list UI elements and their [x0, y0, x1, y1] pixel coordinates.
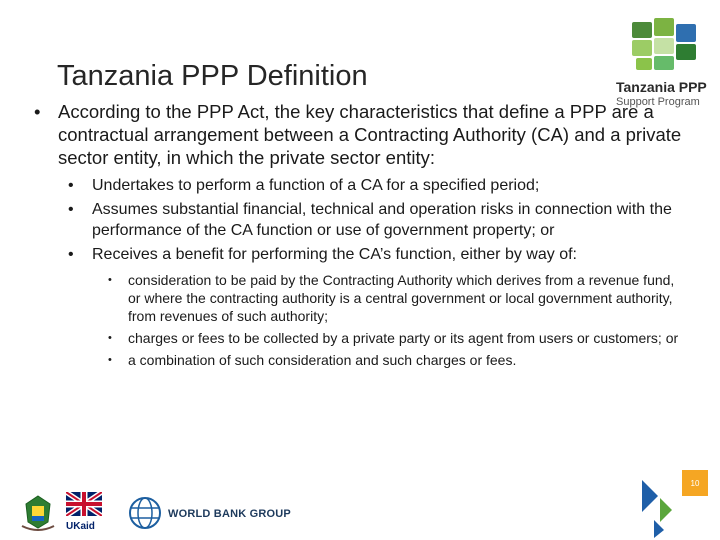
- bullet-icon: •: [68, 246, 74, 263]
- sub-sub-bullet: [108, 351, 688, 369]
- sub-sub-bullet-text: charges or fees to be collected by a private party or its agent from users or customers; or: [128, 330, 679, 346]
- sub-bullet: [68, 244, 710, 265]
- union-jack-icon: [66, 492, 102, 516]
- sub-bullet-text: Assumes substantial financial, technical and operation risks in connection with the performance of the CA function or use of government property; or: [92, 201, 672, 239]
- bullet-icon: •: [68, 177, 74, 194]
- sub-bullet-text: Receives a benefit for performing the CA’s function, either by way of:: [92, 246, 577, 263]
- sub-bullet: [68, 199, 710, 241]
- main-bullet: [34, 100, 710, 169]
- bullet-icon: •: [108, 332, 112, 344]
- sub-sub-bullet: [108, 271, 688, 325]
- bullet-icon: •: [68, 201, 74, 218]
- slide-title: Tanzania PPP Definition: [57, 60, 368, 92]
- footer-logos: [18, 490, 338, 534]
- sub-sub-bullet: [108, 329, 688, 347]
- ppp-logo-name: Tanzania PPP: [616, 79, 707, 95]
- bullet-icon: •: [108, 274, 112, 286]
- page-number: 10: [682, 470, 708, 496]
- ukaid-label: UKaid: [66, 521, 95, 532]
- sub-bullet-text: Undertakes to perform a function of a CA for a specified period;: [92, 177, 540, 194]
- ukaid-logo: [66, 492, 106, 532]
- main-bullet-text: According to the PPP Act, the key characteristics that define a PPP are a contractual arrangement between a Contracting Authority (CA) and a private sector entity, in which the private sector entity:: [58, 101, 682, 168]
- bullet-icon: •: [108, 354, 112, 366]
- slide-content: [34, 100, 710, 373]
- bullet-icon: •: [34, 101, 41, 122]
- world-bank-globe-icon: [128, 496, 162, 530]
- sub-sub-bullet-list: [34, 271, 710, 369]
- tanzania-ppp-logo: [612, 18, 712, 110]
- sub-bullet-list: [34, 175, 710, 265]
- sub-sub-bullet-text: consideration to be paid by the Contracting Authority which derives from a revenue fund, or where the contracting authority is a central government or local government authority, from revenues of such authority;: [128, 272, 675, 324]
- sub-bullet: [68, 175, 710, 196]
- tanzania-coat-of-arms-icon: [18, 492, 58, 532]
- world-bank-group-label: WORLD BANK GROUP: [168, 508, 291, 520]
- sub-sub-bullet-text: a combination of such consideration and such charges or fees.: [128, 352, 517, 368]
- ppp-logo-subtitle: Support Program: [616, 96, 700, 108]
